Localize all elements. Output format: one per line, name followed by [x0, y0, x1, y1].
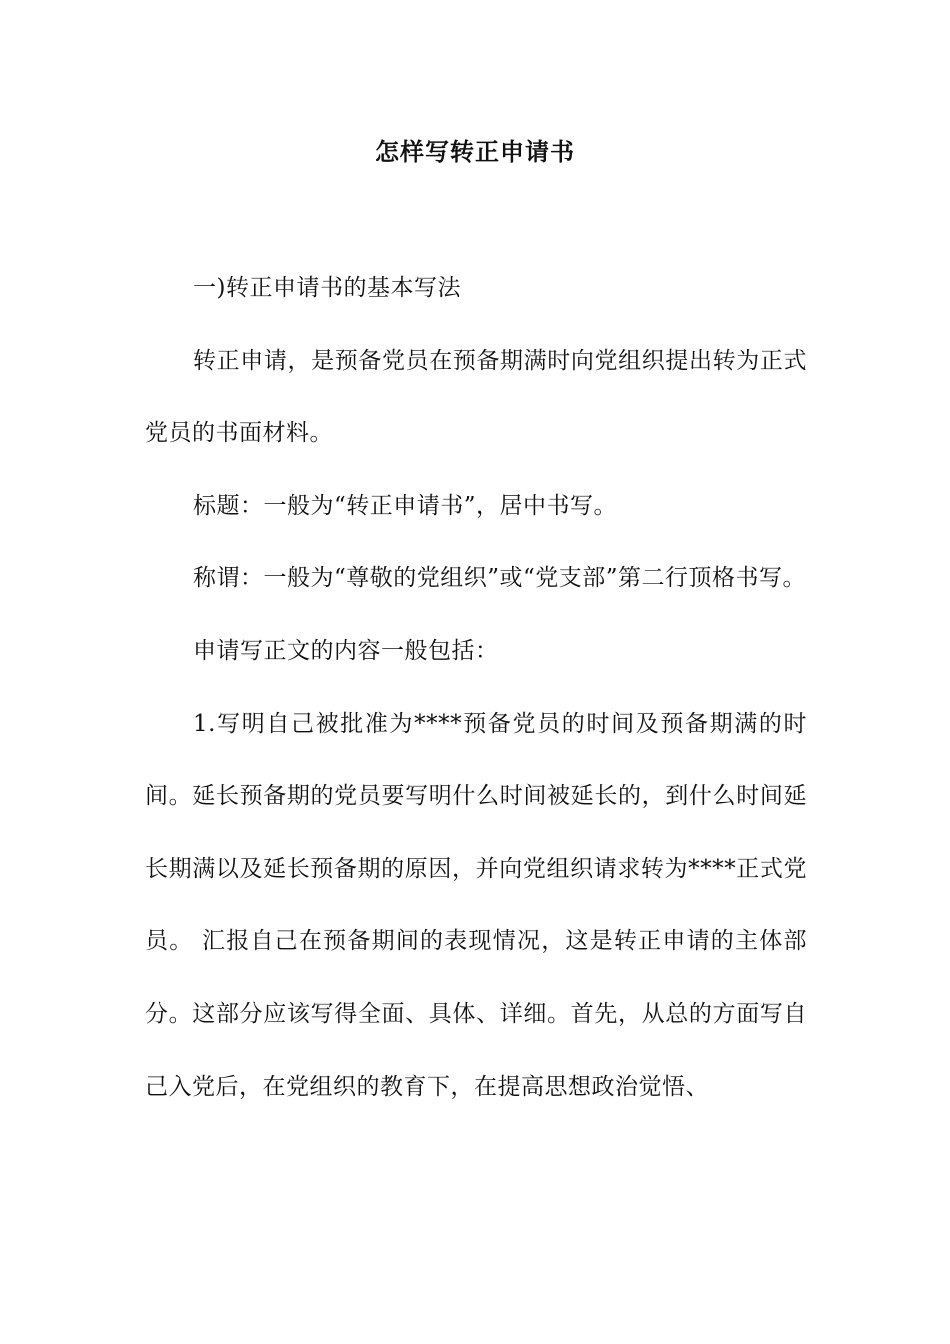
section-heading: 一)转正申请书的基本写法	[193, 275, 461, 301]
paragraph-item-1: 1.写明自己被批准为****预备党员的时间及预备期满的时间。延长预备期的党员要写明什么时间被延长的，到什么时间延长期满以及延长预备期的原因，并向党组织请求转为****正式党员。 汇报自己在预备期间的表现情况，这是转正申请的主体部分。这部分应该写得全面、具体、详细。首先，从总的方面写自己入党后，在党组织的教育下，在提高思想政治觉悟、	[145, 710, 807, 1100]
document-body	[145, 252, 807, 1123]
document-title: 怎样写转正申请书	[375, 137, 575, 166]
paragraph-body-intro: 申请写正文的内容一般包括：	[193, 637, 499, 664]
paragraph-title-rule: 标题：一般为“转正申请书”，居中书写。	[193, 492, 618, 519]
paragraph-salutation-rule: 称谓：一般为“尊敬的党组织”或“党支部”第二行顶格书写。	[193, 565, 807, 592]
paragraph-definition: 转正申请，是预备党员在预备期满时向党组织提出转为正式党员的书面材料。	[145, 347, 807, 447]
